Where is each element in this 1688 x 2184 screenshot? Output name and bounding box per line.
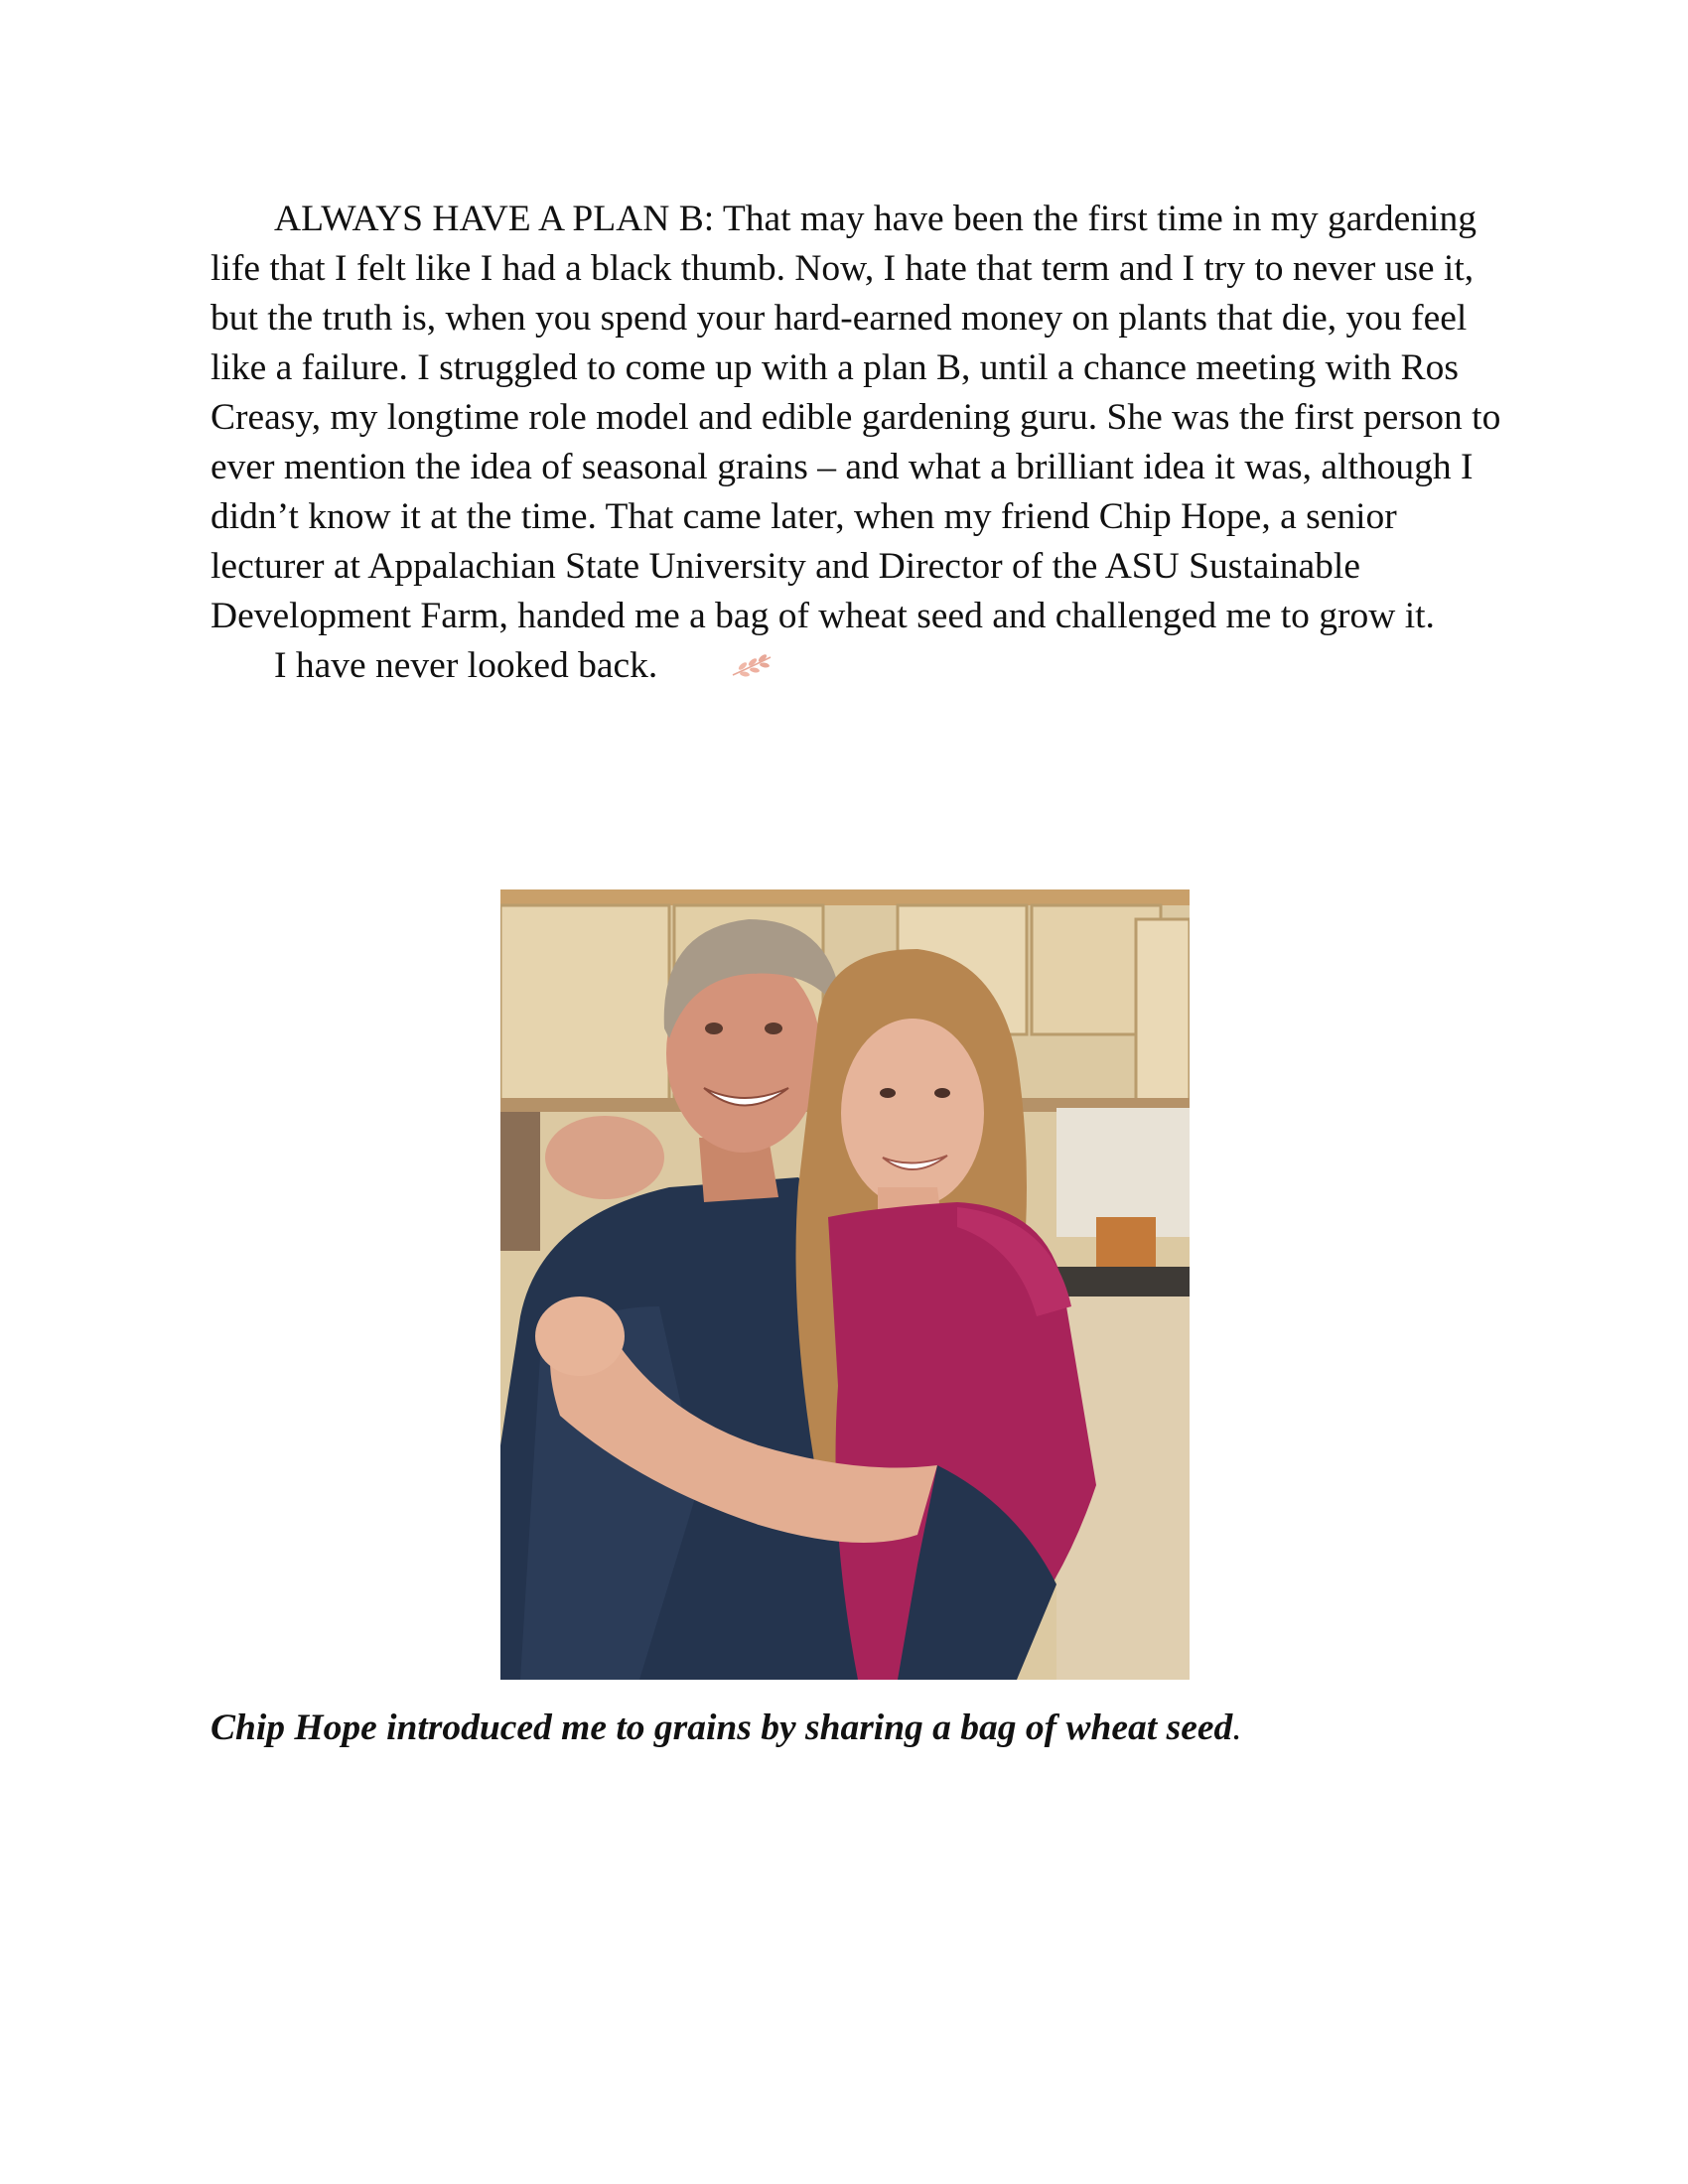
photo-caption-text: Chip Hope introduced me to grains by sharing a bag of wheat seed [211,1707,1233,1748]
paragraph-never-looked-back-text: I have never looked back. [274,645,658,686]
paragraph-never-looked-back [211,641,1501,691]
photo-chip-hope-and-author [500,889,1190,1680]
wheat-sprig-icon [665,645,711,675]
photo-caption-period: . [1232,1707,1242,1748]
body-text [211,195,1501,691]
photo-caption [211,1704,1501,1753]
paragraph-plan-b: ALWAYS HAVE A PLAN B: That may have been the first time in my gardening life that I felt like I had a black thumb. Now, I hate that term and I try to never use it, but the truth is, when you spend your hard-earned money on plants that die, you feel like a failure. I struggled to come up with a plan B, until a chance meeting with Ros Creasy, my longtime role model and edible gardening guru. She was the first person to ever mention the idea of seasonal grains – and what a brilliant idea it was, although I didn’t know it at the time. That came later, when my friend Chip Hope, a senior lecturer at Appalachian State University and Director of the ASU Sustainable Development Farm, handed me a bag of wheat seed and challenged me to grow it. [211,199,1501,636]
